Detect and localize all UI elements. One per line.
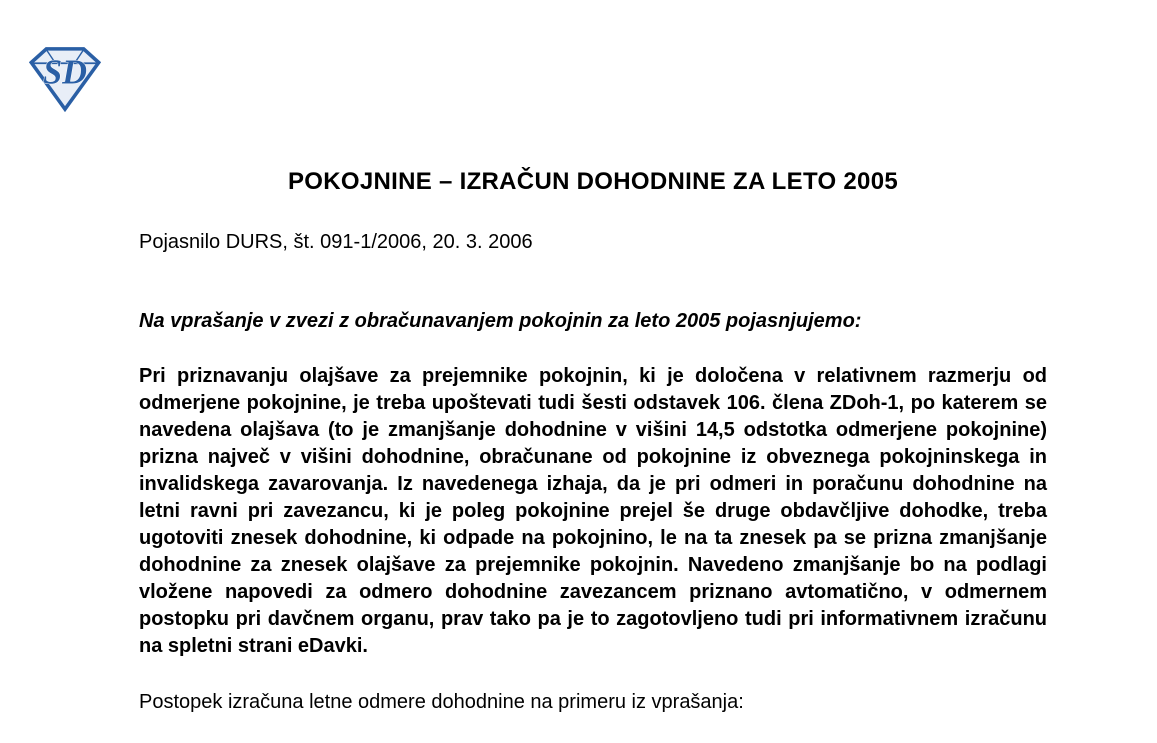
sd-diamond-logo-icon: [29, 46, 101, 112]
document-content: [139, 0, 1047, 716]
body-paragraph: Pri priznavanju olajšave za prejemnike pokojnin, ki je določena v relativnem razmerju od odmerjene pokojnine, je treba upoštevati tudi šesti odstavek 106. člena ZDoh-1, po katerem se navedena olajšava (to je zmanjšanje dohodnine v višini 14,5 odstotka odmerjene pokojnine) prizna največ v višini dohodnine, obračunane od pokojnine iz obveznega pokojninskega in invalidskega zavarovanja. Iz navedenega izhaja, da je pri odmeri in poračunu dohodnine na letni ravni pri zavezancu, ki je poleg pokojnine prejel še druge obdavčljive dohodke, treba ugotoviti znesek dohodnine, ki odpade na pokojnino, le na ta znesek pa se prizna zmanjšanje dohodnine za znesek olajšave za prejemnike pokojnin. Navedeno zmanjšanje bo na podlagi vložene napovedi za odmero dohodnine zavezancem priznano avtomatično, v odmernem postopku pri davčnem organu, prav tako pa je to zagotovljeno tudi pri informativnem izračunu na spletni strani eDavki.: [139, 365, 1047, 657]
document-reference-line: Pojasnilo DURS, št. 091-1/2006, 20. 3. 2006: [139, 231, 533, 253]
lead-statement: Na vprašanje v zvezi z obračunavanjem pokojnin za leto 2005 pojasnjujemo:: [139, 310, 862, 332]
document-title: POKOJNINE – IZRAČUN DOHODNINE ZA LETO 2005: [287, 168, 899, 195]
procedure-heading: Postopek izračuna letne odmere dohodnine na primeru iz vprašanja:: [139, 691, 744, 713]
logo-letters: SD: [42, 53, 88, 92]
